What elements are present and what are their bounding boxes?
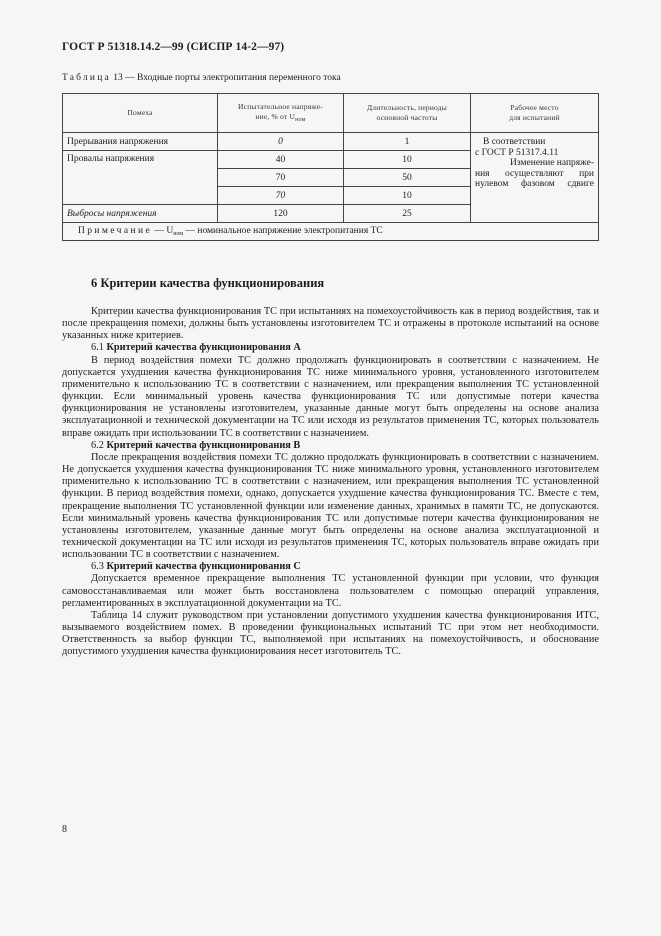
paragraph: После прекращения воздействия помехи ТС должно продолжать функционировать в соответствии с назначением. Не допускается ухудшения качества функционирования ТС ниже минимального уровня, установленного изготовителем применительно к использованию ТС в соответствии с назначением, или прекращения выполнения ТС установленной функции. В период воздействия помехи, однако, допускается ухудшение качества функционирования ТС. Вместе с тем, прекращение выполнения ТС установленной функции или изменение данных, хранимых в памяти ТС, не допускаются. Если минимальный уровень качества функционирования ТС или допустимые потери качества функционирования не установлены изготовителем, указанные данные могут быть определены на основе анализа эксплуатационной и технической документации на ТС или исходя из результатов применения ТС, которых пользователь вправе ожидать при использовании ТС в соответствии с назначением. bbox=[62, 451, 599, 561]
table-caption-prefix: Таблица bbox=[62, 73, 111, 83]
cell-disturbance: Провалы напряжения bbox=[63, 151, 218, 205]
ac-power-ports-table bbox=[62, 93, 599, 241]
section-title: 6 Критерии качества функционирования bbox=[91, 276, 325, 290]
header-test-voltage: Испытательное напряже- ние, % от $U_{ном}$ bbox=[218, 94, 344, 133]
cell-duration: 1 bbox=[344, 133, 471, 151]
subsection-heading-b: 6.2 Критерий качества функционирования В bbox=[91, 439, 301, 451]
section-body bbox=[62, 306, 599, 659]
cell-voltage: 120 bbox=[218, 205, 344, 223]
document-header: ГОСТ Р 51318.14.2—99 (СИСПР 14-2—97) bbox=[62, 41, 285, 53]
paragraph: Критерии качества функционирования ТС при испытаниях на помехоустойчивость как в период воздействия, так и после прекращения помехи, должны быть установлены изготовителем ТС и отражены в протоколе испытаний на основе указанных ниже критериев. bbox=[62, 306, 599, 342]
table-row bbox=[63, 133, 599, 151]
header-workplace: Рабочее место для испытаний bbox=[471, 94, 599, 133]
cell-disturbance: Выбросы напряжения bbox=[63, 205, 218, 223]
cell-duration: 10 bbox=[344, 151, 471, 169]
table-header-row bbox=[63, 94, 599, 133]
subsection-heading-c: 6.3 Критерий качества функционирования С bbox=[91, 561, 301, 573]
page-number: 8 bbox=[62, 824, 67, 835]
table-note-row bbox=[63, 223, 599, 241]
cell-voltage: 40 bbox=[218, 151, 344, 169]
cell-disturbance: Прерывания напряжения bbox=[63, 133, 218, 151]
cell-voltage: 70 bbox=[218, 187, 344, 205]
cell-voltage: 70 bbox=[218, 169, 344, 187]
paragraph: В период воздействия помехи ТС должно продолжать функционировать в соответствии с назначением. Не допускается ухудшения качества функционирования ТС ниже минимального уровня, установленного изготовителем применительно к использованию ТС в соответствии с назначением, или прекращения выполнения ТС установленной функции. Если минимальный уровень качества функционирования ТС или допустимые потери качества функционирования не установлены изготовителем, указанные данные могут быть определены на основе анализа эксплуатационной и технической документации на ТС или исходя из результатов применения ТС, которых пользователь вправе ожидать при использовании ТС в соответствии с назначением. bbox=[62, 354, 599, 439]
table-caption-text: 13 — Входные порты электропитания переменного тока bbox=[110, 73, 341, 83]
table-note: Примечание — $U_{ном}$ — номинальное напряжение электропитания ТС bbox=[63, 223, 599, 241]
cell-duration: 25 bbox=[344, 205, 471, 223]
subsection-heading-a: 6.1 Критерий качества функционирования А bbox=[91, 342, 301, 354]
cell-duration: 50 bbox=[344, 169, 471, 187]
cell-workplace: В соответствии с ГОСТ Р 51317.4.11 Изменение напряже- ния осуществляют при нулевом фазовом сдвиге bbox=[471, 133, 599, 223]
header-disturbance: Помеха bbox=[63, 94, 218, 133]
paragraph: Допускается временное прекращение выполнения ТС установленной функции при условии, что функция самовосстанавливаемая или может быть восстановлена пользователем с помощью операций управления, регламентированных в эксплуатационной документации на ТС. bbox=[62, 573, 599, 609]
paragraph: Таблица 14 служит руководством при установлении допустимого ухудшения качества функционирования ИТС, вызываемого воздействием помех. В проведении функциональных испытаний ТС при этом нет необходимости. Ответственность за выбор функции ТС, выполняемой при испытаниях на помехоустойчивость, и обоснование допустимого ухудшения качества функционирования несет изготовитель ТС. bbox=[62, 609, 599, 658]
cell-voltage: 0 bbox=[218, 133, 344, 151]
cell-duration: 10 bbox=[344, 187, 471, 205]
header-duration: Длительность, периоды основной частоты bbox=[344, 94, 471, 133]
table-caption bbox=[62, 73, 341, 83]
